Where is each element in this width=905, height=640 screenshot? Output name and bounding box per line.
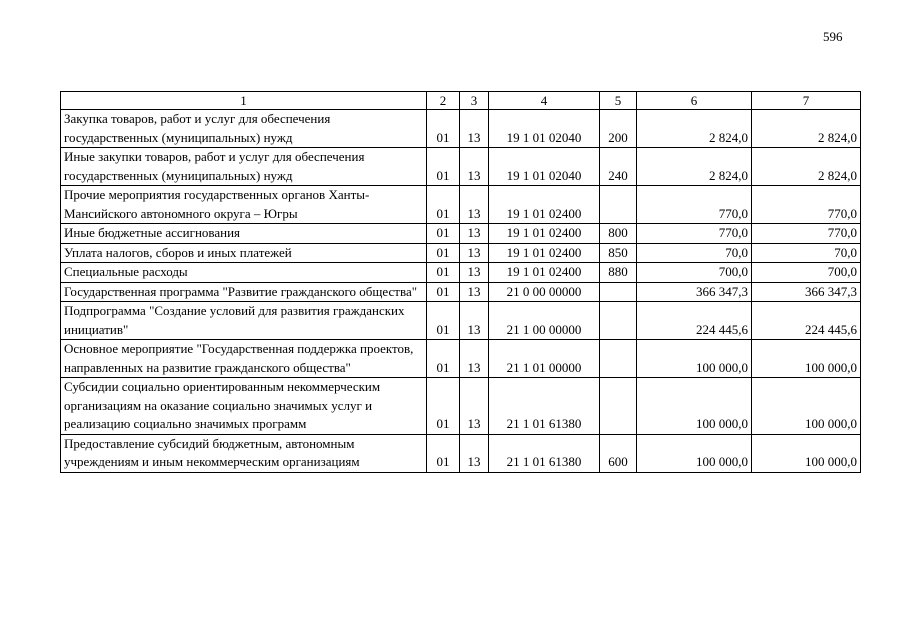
cell-subsection: 13 [460,224,489,244]
cell-amount-1: 366 347,3 [637,282,752,302]
table-row [61,110,861,148]
cell-subsection: 13 [460,434,489,472]
header-row [61,92,861,110]
cell-subsection: 13 [460,282,489,302]
table-body [61,110,861,473]
cell-section: 01 [427,282,460,302]
cell-amount-1: 224 445,6 [637,302,752,340]
cell-target-article: 19 1 01 02400 [489,224,600,244]
cell-amount-2: 770,0 [752,186,861,224]
header-col-5: 5 [600,92,637,110]
table-row [61,243,861,263]
table-row [61,434,861,472]
cell-name: Специальные расходы [61,263,427,283]
cell-subsection: 13 [460,186,489,224]
cell-name: Государственная программа "Развитие гражданского общества" [61,282,427,302]
cell-target-article: 21 1 01 00000 [489,340,600,378]
cell-name: Иные бюджетные ассигнования [61,224,427,244]
table-row [61,186,861,224]
header-col-4: 4 [489,92,600,110]
cell-name: Уплата налогов, сборов и иных платежей [61,243,427,263]
cell-expense-type [600,186,637,224]
cell-expense-type [600,340,637,378]
cell-section: 01 [427,224,460,244]
table-row [61,263,861,283]
table-row [61,378,861,435]
table-header [61,92,861,110]
cell-expense-type: 600 [600,434,637,472]
cell-subsection: 13 [460,340,489,378]
cell-expense-type: 800 [600,224,637,244]
cell-name: Предоставление субсидий бюджетным, автономным учреждениям и иным некоммерческим организациям [61,434,427,472]
cell-amount-2: 70,0 [752,243,861,263]
header-col-7: 7 [752,92,861,110]
cell-name: Закупка товаров, работ и услуг для обеспечения государственных (муниципальных) нужд [61,110,427,148]
cell-subsection: 13 [460,263,489,283]
cell-subsection: 13 [460,110,489,148]
cell-expense-type: 880 [600,263,637,283]
table-row [61,148,861,186]
cell-amount-2: 100 000,0 [752,434,861,472]
cell-target-article: 19 1 01 02400 [489,263,600,283]
cell-expense-type [600,302,637,340]
cell-section: 01 [427,263,460,283]
cell-amount-2: 700,0 [752,263,861,283]
cell-target-article: 19 1 01 02040 [489,148,600,186]
cell-expense-type: 200 [600,110,637,148]
cell-section: 01 [427,243,460,263]
cell-amount-1: 770,0 [637,186,752,224]
cell-amount-2: 2 824,0 [752,148,861,186]
header-col-1: 1 [61,92,427,110]
cell-amount-1: 700,0 [637,263,752,283]
cell-expense-type [600,282,637,302]
cell-amount-2: 100 000,0 [752,378,861,435]
cell-subsection: 13 [460,378,489,435]
cell-amount-1: 100 000,0 [637,340,752,378]
cell-amount-2: 100 000,0 [752,340,861,378]
header-col-6: 6 [637,92,752,110]
cell-amount-1: 2 824,0 [637,110,752,148]
cell-target-article: 21 1 01 61380 [489,434,600,472]
page-number: 596 [823,29,843,44]
cell-section: 01 [427,434,460,472]
header-col-2: 2 [427,92,460,110]
cell-target-article: 21 0 00 00000 [489,282,600,302]
cell-expense-type: 240 [600,148,637,186]
cell-amount-2: 224 445,6 [752,302,861,340]
cell-subsection: 13 [460,243,489,263]
cell-expense-type: 850 [600,243,637,263]
table-row [61,340,861,378]
cell-section: 01 [427,378,460,435]
cell-name: Прочие мероприятия государственных органов Ханты-Мансийского автономного округа – Югры [61,186,427,224]
cell-amount-2: 770,0 [752,224,861,244]
cell-name: Подпрограмма "Создание условий для развития гражданских инициатив" [61,302,427,340]
cell-target-article: 19 1 01 02400 [489,186,600,224]
cell-amount-2: 2 824,0 [752,110,861,148]
cell-amount-2: 366 347,3 [752,282,861,302]
cell-section: 01 [427,148,460,186]
cell-name: Основное мероприятие "Государственная поддержка проектов, направленных на развитие гражданского общества" [61,340,427,378]
cell-amount-1: 70,0 [637,243,752,263]
table-row [61,282,861,302]
cell-subsection: 13 [460,302,489,340]
header-col-3: 3 [460,92,489,110]
cell-amount-1: 100 000,0 [637,378,752,435]
cell-expense-type [600,378,637,435]
cell-target-article: 19 1 01 02040 [489,110,600,148]
cell-target-article: 21 1 01 61380 [489,378,600,435]
table-row [61,224,861,244]
table-row [61,302,861,340]
cell-amount-1: 100 000,0 [637,434,752,472]
cell-section: 01 [427,302,460,340]
cell-target-article: 21 1 00 00000 [489,302,600,340]
cell-name: Субсидии социально ориентированным некоммерческим организациям на оказание социально значимых услуг и реализацию социально значимых программ [61,378,427,435]
cell-section: 01 [427,110,460,148]
cell-section: 01 [427,186,460,224]
cell-amount-1: 2 824,0 [637,148,752,186]
cell-subsection: 13 [460,148,489,186]
cell-name: Иные закупки товаров, работ и услуг для обеспечения государственных (муниципальных) нужд [61,148,427,186]
cell-target-article: 19 1 01 02400 [489,243,600,263]
cell-amount-1: 770,0 [637,224,752,244]
budget-table [60,91,861,473]
cell-section: 01 [427,340,460,378]
